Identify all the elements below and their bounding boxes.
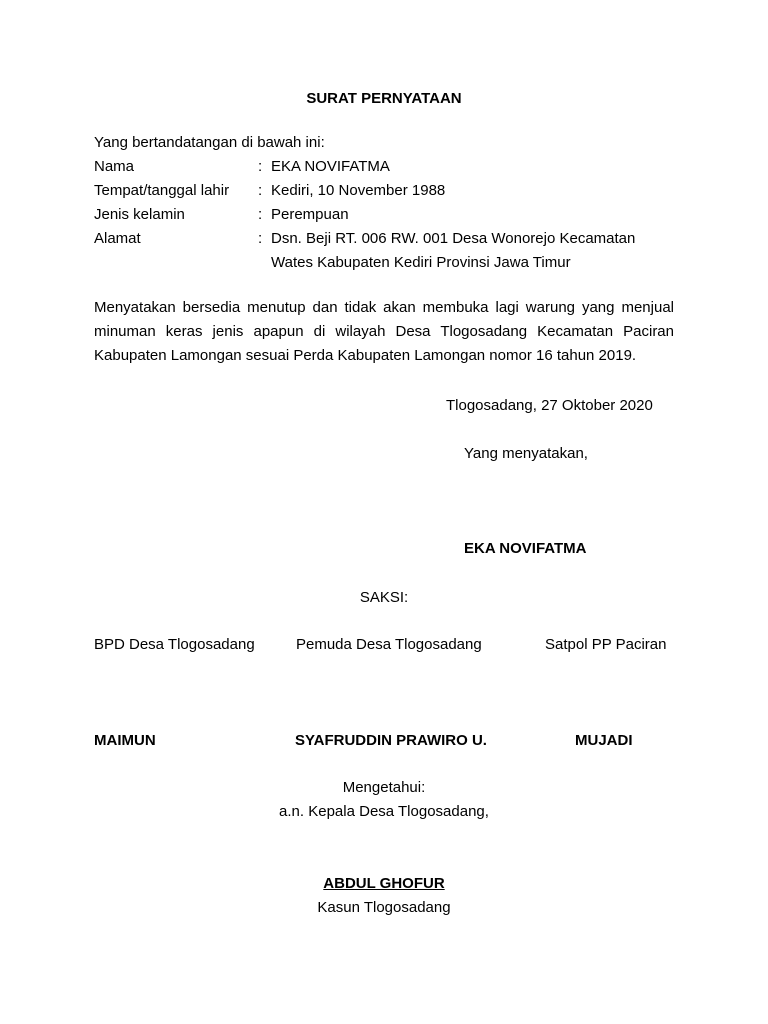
statement-paragraph: Menyatakan bersedia menutup dan tidak akan membuka lagi warung yang menjual minuman keras jenis apapun di wilayah Desa Tlogosadang Kecamatan Paciran Kabupaten Lamongan sesuai Perda Kabupaten Lamongan nomor 16 tahun 2019.	[94, 299, 674, 364]
document-title: SURAT PERNYATAAN	[306, 90, 462, 107]
place-date: Tlogosadang, 27 Oktober 2020	[446, 397, 653, 414]
field-value-gender: Perempuan	[271, 206, 349, 223]
witness-org: BPD Desa Tlogosadang	[94, 636, 255, 653]
witness-org: Pemuda Desa Tlogosadang	[296, 636, 482, 653]
official-role: Kasun Tlogosadang	[317, 899, 451, 916]
acknowledgement-on-behalf: a.n. Kepala Desa Tlogosadang,	[279, 803, 489, 820]
field-value-name: EKA NOVIFATMA	[271, 158, 390, 175]
official-name-wrapper	[0, 875, 768, 893]
signer-label: Yang menyatakan,	[464, 445, 588, 462]
field-label-address: Alamat	[94, 230, 141, 247]
field-value-birth: Kediri, 10 November 1988	[271, 182, 446, 199]
field-colon: :	[258, 206, 263, 223]
field-colon: :	[258, 230, 263, 247]
field-value-address-continued: Wates Kabupaten Kediri Provinsi Jawa Timur	[271, 254, 571, 271]
witness-name: SYAFRUDDIN PRAWIRO U.	[295, 732, 487, 749]
intro-text: Yang bertandatangan di bawah ini:	[94, 134, 325, 151]
field-value-address: Dsn. Beji RT. 006 RW. 001 Desa Wonorejo Kecamatan	[271, 230, 636, 247]
field-colon: :	[258, 158, 263, 175]
signer-name: EKA NOVIFATMA	[464, 540, 587, 557]
field-colon: :	[258, 182, 263, 199]
field-label-birth: Tempat/tanggal lahir	[94, 182, 230, 199]
witness-org: Satpol PP Paciran	[545, 636, 667, 653]
witness-title: SAKSI:	[359, 589, 409, 606]
field-label-name: Nama	[94, 158, 135, 175]
field-label-gender: Jenis kelamin	[94, 206, 185, 223]
acknowledgement-title: Mengetahui:	[342, 779, 426, 796]
official-name: ABDUL GHOFUR	[323, 875, 445, 892]
witness-name: MAIMUN	[94, 732, 156, 749]
witness-name: MUJADI	[575, 732, 633, 749]
